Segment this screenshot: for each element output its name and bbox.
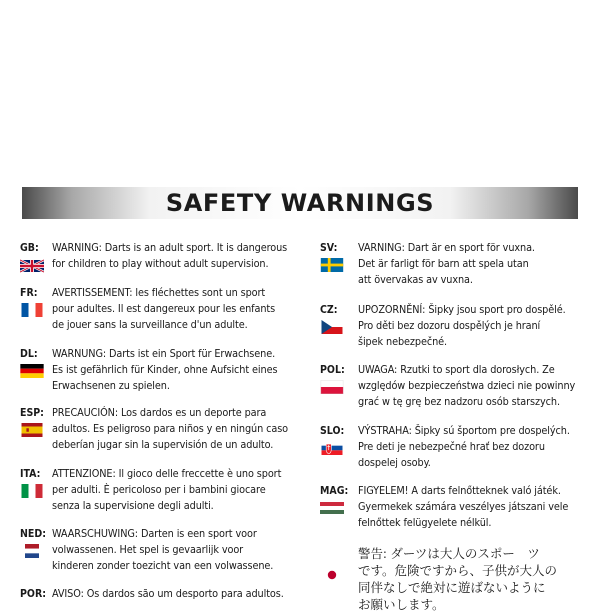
warning-line: Pre deti je nebezpečné hrať bez dozoru [358,440,545,453]
spain-flag-icon [20,423,44,437]
warning-line: adultos. Es peligroso para niños y en ningún caso [52,422,289,435]
warning-line: 同伴なしで絶対に遊ばないように [358,580,546,595]
warning-line: WARNUNG: Darts ist ein Sport für Erwachsene. [52,347,276,360]
warning-line: FIGYELEM! A darts felnőtteknek való játék. [358,484,561,497]
warning-line: šipek nebezpečné. [358,335,448,348]
france-flag-icon [20,303,44,317]
warning-line: per adulti. È pericoloso per i bambini giocare [52,483,266,496]
language-code: ESP: [20,407,44,419]
germany-flag-icon [20,364,44,378]
warning-line: です。危険ですから、子供が大人の [358,563,558,578]
warning-line: AVISO: Os dardos são um desporto para adultos. [52,587,284,600]
warning-line: ATTENZIONE: Il gioco delle freccette è uno sport [52,467,282,480]
sweden-flag-icon [320,258,344,272]
warning-line: Pro děti bez dozoru dospělých je hraní [358,319,541,332]
warning-line: pour adultes. Il est dangereux pour les enfants [52,302,276,315]
warning-line: 警告: ダーツは大人のスポー ツ [358,546,540,561]
warning-line: VÝSTRAHA: Šipky sú športom pre dospelých. [358,424,570,437]
warning-line: VARNING: Dart är en sport för vuxna. [358,241,535,254]
netherlands-flag-icon [20,544,44,558]
poland-flag-icon [320,380,344,394]
warning-line: senza la supervisione degli adulti. [52,499,214,512]
warning-line: kinderen zonder toezicht van een volwassene. [52,559,274,572]
warning-line: dospelej osoby. [358,456,431,469]
warning-line: volwassenen. Het spel is gevaarlijk voor [52,543,244,556]
language-code: MAG: [320,485,349,497]
language-code: NED: [20,528,46,540]
warning-line: WAARSCHUWING: Darten is een sport voor [52,527,257,540]
slovakia-flag-icon [320,441,344,455]
warning-line: AVERTISSEMENT: les fléchettes sont un sport [52,286,266,299]
warning-line: Gyermekek számára veszélyes játszani vele [358,500,569,513]
warning-line: UWAGA: Rzutki to sport dla dorosłych. Ze [358,363,555,376]
warning-line: WARNING: Darts is an adult sport. It is dangerous [52,241,288,254]
warning-line: felnőttek felügyelete nélkül. [358,516,492,529]
warning-line: Det är farligt för barn att spela utan [358,257,529,270]
warning-line: Es ist gefährlich für Kinder, ohne Aufsicht eines [52,363,278,376]
warning-line: de jouer sans la surveillance d'un adulte. [52,318,248,331]
warning-line: お願いします。 [358,597,445,612]
language-code: SLO: [320,425,345,437]
hungary-flag-icon [320,501,344,515]
warning-line: Erwachsenen zu spielen. [52,379,170,392]
czech-flag-icon [320,320,344,334]
language-code: GB: [20,242,39,254]
uk-flag-icon [20,259,44,273]
page-title: SAFETY WARNINGS [165,189,435,217]
warning-line: for children to play without adult supervision. [52,257,269,270]
language-code: FR: [20,287,38,299]
warning-line: PRECAUCIÓN: Los dardos es un deporte para [52,406,267,419]
language-code: DL: [20,348,38,360]
language-code: ITA: [20,468,41,480]
language-code: CZ: [320,304,338,316]
language-code: POL: [320,364,345,376]
italy-flag-icon [20,484,44,498]
warning-line: UPOZORNĚNÍ: Šipky jsou sport pro dospělé. [358,303,566,316]
warning-line: grać w tę grę bez nadzoru osób starszych. [358,395,560,408]
warning-line: względów bezpieczeństwa dzieci nie powinny [358,379,576,392]
warning-line: deberían jugar sin la supervisión de un adulto. [52,438,274,451]
warning-line: att övervakas av vuxna. [358,273,473,286]
safety-warnings-banner [22,187,578,219]
japan-flag-icon [320,568,344,582]
language-code: SV: [320,242,338,254]
language-code: POR: [20,588,47,600]
